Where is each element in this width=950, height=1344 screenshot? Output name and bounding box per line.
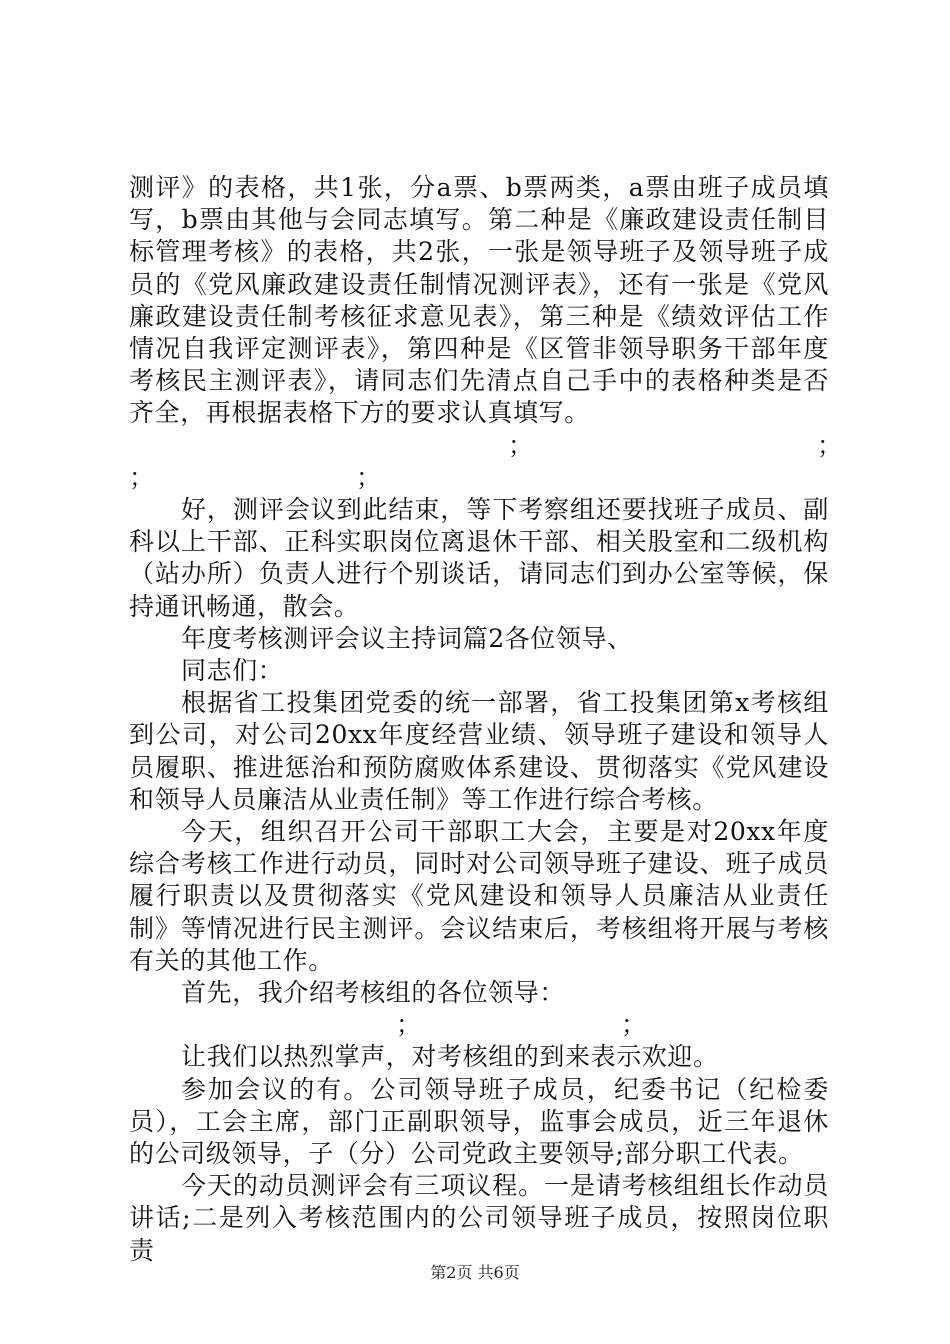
semicolon-row-1 [129,430,843,462]
paragraph-today-meeting: 今天，组织召开公司干部职工大会，主要是对20xx年度综合考核工作进行动员，同时对公司领导班子建设、班子成员履行职责以及贯彻落实《党风建设和领导人员廉洁从业责任制》等情况进行民主测评。会议结束后，考核组将开展与考核有关的其他工作。 [129,817,829,975]
semicolon-mark: ； [356,462,382,492]
page-footer [0,1260,950,1283]
paragraph-attendees: 参加会议的有。公司领导班子成员，纪委书记（纪检委员），工会主席，部门正副职领导，监事会成员，近三年退休的公司级领导，子（分）公司党政主要领导;部分职工代表。 [129,1074,829,1169]
semicolon-mark: ； [621,1010,647,1040]
semicolon-row-3 [129,1009,829,1041]
semicolon-mark: ； [129,462,155,492]
document-body [129,172,843,1267]
paragraph-greeting: 同志们： [181,656,284,686]
semicolon-mark: ； [396,1010,422,1040]
paragraph-welcome: 让我们以热烈掌声，对考核组的到来表示欢迎。 [181,1042,719,1072]
paragraph-meeting-close: 好，测评会议到此结束，等下考察组还要找班子成员、副科以上干部、正科实职岗位离退休干部、相关股室和二级机构（站办所）负责人进行个别谈话，请同志们到办公室等候，保持通讯畅通，散会。 [129,495,829,621]
page-number: 第2页 共6页 [430,1263,520,1282]
paragraph-deployment: 根据省工投集团党委的统一部署，省工投集团第x考核组到公司，对公司20xx年度经营业绩、领导班子建设和领导人员履职、推进惩治和预防腐败体系建设、贯彻落实《党风建设和领导人员廉洁从业责任制》等工作进行综合考核。 [129,688,829,814]
paragraph-agenda: 今天的动员测评会有三项议程。一是请考核组组长作动员讲话;二是列入考核范围内的公司领导班子成员，按照岗位职责 [129,1171,829,1265]
semicolon-mark: ； [508,430,534,460]
semicolon-mark: ； [817,430,843,460]
paragraph-forms-description: 测评》的表格，共1张，分a票、b票两类，a票由班子成员填写，b票由其他与会同志填写。第二种是《廉政建设责任制目标管理考核》的表格，共2张，一张是领导班子及领导班子成员的《党风廉政建设责任制情况测评表》，还有一张是《党风廉政建设责任制考核征求意见表》，第三种是《绩效评估工作情况自我评定测评表》，第四种是《区管非领导职务干部年度考核民主测评表》，请同志们先清点自己手中的表格种类是否齐全，再根据表格下方的要求认真填写。 [129,173,829,428]
paragraph-introduction: 首先，我介绍考核组的各位领导： [181,978,566,1008]
paragraph-section-title: 年度考核测评会议主持词篇2各位领导、 [181,623,633,653]
semicolon-row-2 [129,462,829,494]
